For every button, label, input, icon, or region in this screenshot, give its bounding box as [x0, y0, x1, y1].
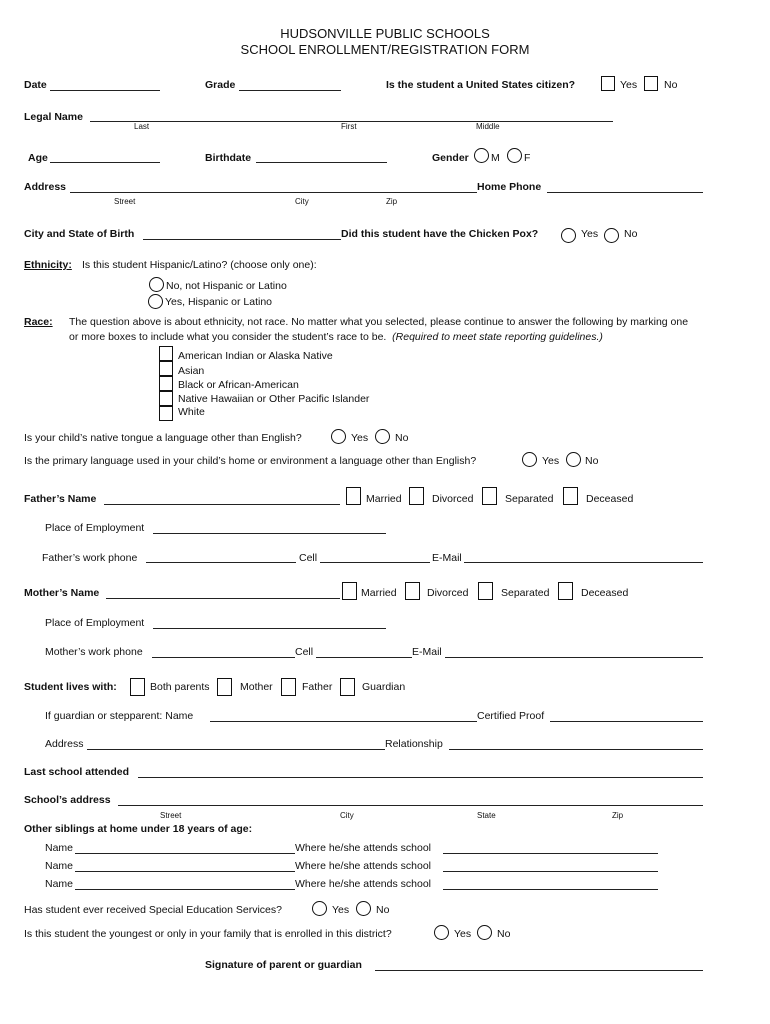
school-street-hint: Street — [160, 811, 182, 820]
form-title: SCHOOL ENROLLMENT/REGISTRATION FORM — [240, 42, 530, 57]
race-instructions-line1: The question above is about ethnicity, not race. No matter what you selected, please continue to answer the following by marking one — [69, 316, 689, 328]
race-instructions-italic: (Required to meet state reporting guidelines.) — [392, 331, 603, 343]
father-married-label: Married — [366, 493, 402, 505]
father-separated-checkbox[interactable] — [482, 487, 497, 505]
citizen-no-checkbox[interactable] — [644, 76, 658, 91]
father-work-phone-field[interactable] — [146, 562, 296, 563]
mother-separated-checkbox[interactable] — [478, 582, 493, 600]
birth-place-label: City and State of Birth — [24, 228, 135, 240]
school-zip-hint: Zip — [612, 811, 624, 820]
father-checkbox[interactable] — [281, 678, 296, 696]
lives-with-text: Student lives with — [24, 681, 114, 693]
sibling-school-field[interactable] — [443, 871, 658, 872]
youngest-no-label: No — [497, 928, 511, 940]
mother-divorced-label: Divorced — [427, 587, 469, 599]
mothers-name-field[interactable] — [106, 598, 340, 599]
youngest-question: Is this student the youngest or only in your family that is enrolled in this district? — [24, 928, 392, 940]
sibling-name-field[interactable] — [75, 853, 295, 854]
sibling-name-field[interactable] — [75, 889, 295, 890]
sibling-name-label: Name — [45, 860, 74, 872]
father-divorced-label: Divorced — [432, 493, 474, 505]
mother-married-checkbox[interactable] — [342, 582, 357, 600]
father-married-checkbox[interactable] — [346, 487, 361, 505]
not-hispanic-label: No, not Hispanic or Latino — [166, 280, 287, 292]
primary-language-yes-radio[interactable] — [522, 452, 537, 467]
ethnicity-label: Ethnicity: — [24, 259, 72, 271]
father-cell-label: Cell — [299, 552, 318, 564]
date-label: Date — [24, 79, 47, 91]
father-employment-label: Place of Employment — [45, 522, 145, 534]
sibling-name-label: Name — [45, 878, 74, 890]
guardian-address-field[interactable] — [87, 749, 385, 750]
guardian-checkbox[interactable] — [340, 678, 355, 696]
sibling-name-field[interactable] — [75, 871, 295, 872]
certified-proof-label: Certified Proof — [477, 710, 545, 722]
sibling-school-label: Where he/she attends school — [295, 860, 431, 872]
both-parents-checkbox[interactable] — [130, 678, 145, 696]
mother-option-label: Mother — [240, 681, 273, 693]
age-label: Age — [28, 152, 48, 164]
mother-deceased-checkbox[interactable] — [558, 582, 573, 600]
address-label: Address — [24, 181, 67, 193]
race-instructions-text: or more boxes to include what you consider the student’s race to be. — [69, 331, 387, 343]
grade-field[interactable] — [239, 90, 341, 91]
father-work-phone-label: Father’s work phone — [42, 552, 138, 564]
race-checkbox-1[interactable] — [159, 346, 173, 361]
school-address-label: School’s address — [24, 794, 111, 806]
school-address-field[interactable] — [118, 805, 703, 806]
hispanic-radio[interactable] — [148, 294, 163, 309]
citizen-yes-checkbox[interactable] — [601, 76, 615, 91]
certified-proof-field[interactable] — [550, 721, 703, 722]
native-tongue-yes-radio[interactable] — [331, 429, 346, 444]
native-tongue-yes-label: Yes — [351, 432, 369, 444]
mother-divorced-checkbox[interactable] — [405, 582, 420, 600]
relationship-label: Relationship — [385, 738, 443, 750]
special-ed-no-radio[interactable] — [356, 901, 371, 916]
birth-place-field[interactable] — [143, 239, 341, 240]
last-school-field[interactable] — [138, 777, 703, 778]
father-deceased-checkbox[interactable] — [563, 487, 578, 505]
sibling-school-label: Where he/she attends school — [295, 878, 431, 890]
gender-f-radio[interactable] — [507, 148, 522, 163]
gender-f-label: F — [524, 152, 531, 164]
chicken-pox-yes-label: Yes — [581, 228, 599, 240]
citizen-yes-label: Yes — [620, 79, 638, 91]
ethnicity-question: Is this student Hispanic/Latino? (choose only one): — [82, 259, 317, 271]
father-separated-label: Separated — [505, 493, 554, 505]
native-tongue-question: Is your child’s native tongue a language other than English? — [24, 432, 302, 444]
birthdate-label: Birthdate — [205, 152, 252, 164]
school-state-hint: State — [477, 811, 496, 820]
lives-with-label: Student lives with: — [24, 681, 117, 693]
signature-label: Signature of parent or guardian — [205, 959, 362, 971]
home-phone-field[interactable] — [547, 192, 703, 193]
hispanic-label: Yes, Hispanic or Latino — [165, 296, 273, 308]
race-checkbox-2[interactable] — [159, 361, 173, 376]
gender-label: Gender — [432, 152, 469, 164]
mother-email-label: E-Mail — [412, 646, 442, 658]
special-ed-question: Has student ever received Special Education Services? — [24, 904, 282, 916]
guardian-name-field[interactable] — [210, 721, 477, 722]
mother-deceased-label: Deceased — [581, 587, 629, 599]
mother-work-phone-label: Mother’s work phone — [45, 646, 143, 658]
special-ed-yes-radio[interactable] — [312, 901, 327, 916]
father-cell-field[interactable] — [320, 562, 430, 563]
father-divorced-checkbox[interactable] — [409, 487, 424, 505]
last-school-label: Last school attended — [24, 766, 130, 778]
school-city-hint: City — [340, 811, 354, 820]
fathers-name-label: Father’s Name — [24, 493, 97, 505]
chicken-pox-yes-radio[interactable] — [561, 228, 576, 243]
address-field[interactable] — [70, 192, 477, 193]
guardian-name-label: If guardian or stepparent: Name — [45, 710, 194, 722]
race-option-1: American Indian or Alaska Native — [178, 350, 333, 362]
fathers-name-field[interactable] — [104, 504, 340, 505]
primary-language-no-label: No — [585, 455, 599, 467]
date-field[interactable] — [50, 90, 160, 91]
mothers-name-label: Mother’s Name — [24, 587, 100, 599]
school-name: HUDSONVILLE PUBLIC SCHOOLS — [280, 26, 490, 41]
father-employment-field[interactable] — [153, 533, 386, 534]
both-parents-label: Both parents — [150, 681, 210, 693]
native-tongue-no-radio[interactable] — [375, 429, 390, 444]
gender-m-radio[interactable] — [474, 148, 489, 163]
race-label: Race: — [24, 316, 53, 328]
street-hint: Street — [114, 197, 136, 206]
special-ed-no-label: No — [376, 904, 390, 916]
last-hint: Last — [134, 122, 150, 131]
mother-employment-field[interactable] — [153, 628, 386, 629]
not-hispanic-radio[interactable] — [149, 277, 164, 292]
father-email-field[interactable] — [464, 562, 703, 563]
sibling-school-field[interactable] — [443, 889, 658, 890]
race-checkbox-3[interactable] — [159, 376, 173, 391]
primary-language-yes-label: Yes — [542, 455, 560, 467]
youngest-yes-label: Yes — [454, 928, 472, 940]
citizen-question: Is the student a United States citizen? — [386, 79, 576, 91]
legal-name-label: Legal Name — [24, 111, 83, 123]
home-phone-label: Home Phone — [477, 181, 542, 193]
mother-email-field[interactable] — [445, 657, 703, 658]
city-hint: City — [295, 197, 309, 206]
race-checkbox-4[interactable] — [159, 391, 173, 406]
mother-separated-label: Separated — [501, 587, 550, 599]
birthdate-field[interactable] — [256, 162, 387, 163]
chicken-pox-no-label: No — [624, 228, 638, 240]
middle-hint: Middle — [476, 122, 500, 131]
sibling-school-label: Where he/she attends school — [295, 842, 431, 854]
sibling-school-field[interactable] — [443, 853, 658, 854]
first-hint: First — [341, 122, 357, 131]
signature-field[interactable] — [375, 970, 703, 971]
race-checkbox-5[interactable] — [159, 406, 173, 421]
race-instructions-line2 — [69, 331, 603, 343]
grade-label: Grade — [205, 79, 236, 91]
guardian-address-label: Address — [45, 738, 84, 750]
chicken-pox-question: Did this student have the Chicken Pox? — [341, 228, 539, 240]
primary-language-question: Is the primary language used in your child’s home or environment a language other than English? — [24, 455, 477, 467]
race-option-2: Asian — [178, 365, 205, 377]
race-option-3: Black or African-American — [178, 379, 299, 391]
zip-hint: Zip — [386, 197, 398, 206]
youngest-no-radio[interactable] — [477, 925, 492, 940]
guardian-option-label: Guardian — [362, 681, 406, 693]
special-ed-yes-label: Yes — [332, 904, 350, 916]
relationship-field[interactable] — [449, 749, 703, 750]
siblings-label: Other siblings at home under 18 years of age: — [24, 823, 253, 835]
gender-m-label: M — [491, 152, 500, 164]
mother-employment-label: Place of Employment — [45, 617, 145, 629]
citizen-no-label: No — [664, 79, 678, 91]
father-email-label: E-Mail — [432, 552, 462, 564]
race-option-4: Native Hawaiian or Other Pacific Islander — [178, 393, 370, 405]
father-option-label: Father — [302, 681, 333, 693]
father-deceased-label: Deceased — [586, 493, 634, 505]
youngest-yes-radio[interactable] — [434, 925, 449, 940]
mother-cell-field[interactable] — [316, 657, 412, 658]
race-option-5: White — [178, 406, 205, 418]
mother-cell-label: Cell — [295, 646, 314, 658]
mother-work-phone-field[interactable] — [152, 657, 295, 658]
sibling-name-label: Name — [45, 842, 74, 854]
mother-checkbox[interactable] — [217, 678, 232, 696]
primary-language-no-radio[interactable] — [566, 452, 581, 467]
chicken-pox-no-radio[interactable] — [604, 228, 619, 243]
mother-married-label: Married — [361, 587, 397, 599]
age-field[interactable] — [50, 162, 160, 163]
native-tongue-no-label: No — [395, 432, 409, 444]
